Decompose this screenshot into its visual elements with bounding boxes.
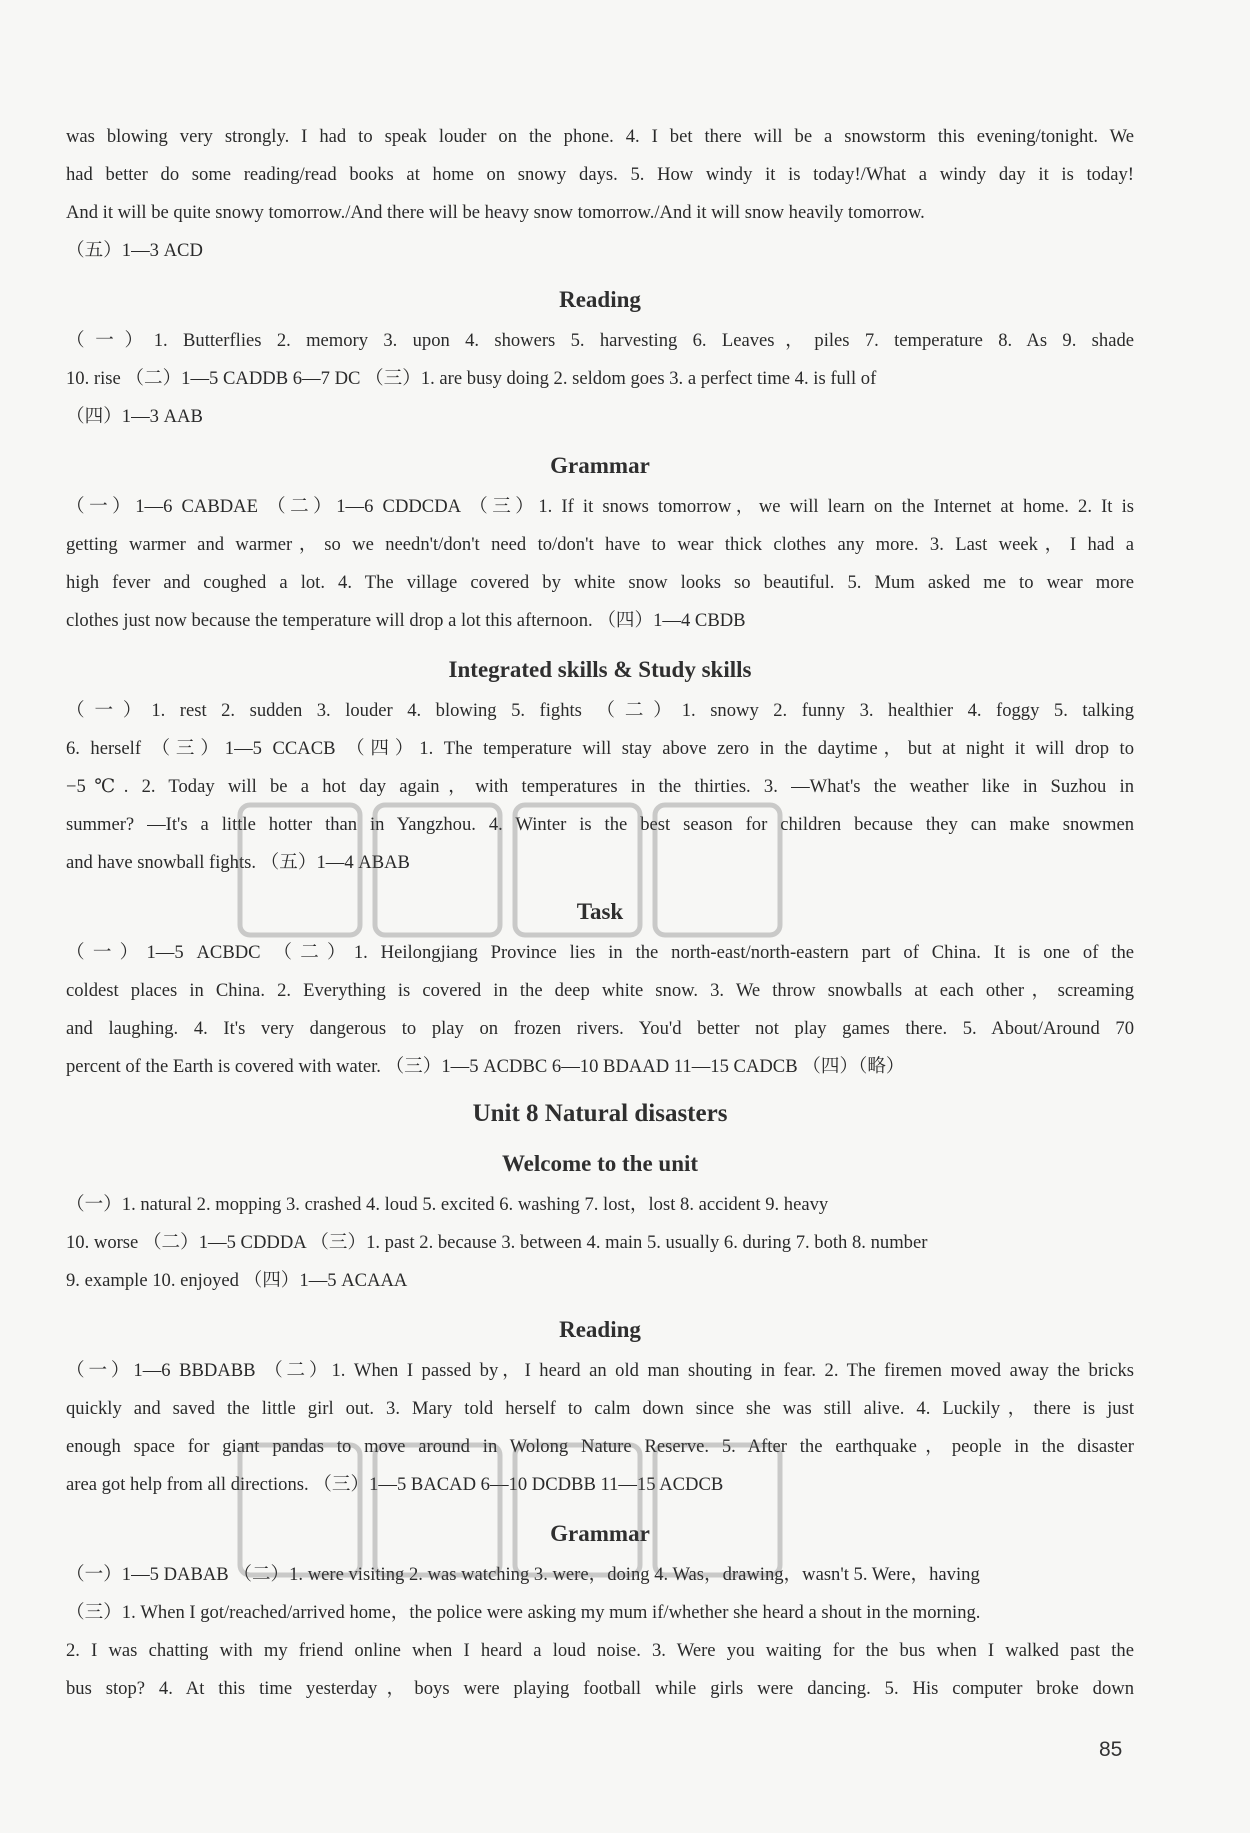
- text-line: enough space for giant pandas to move around in Wolong Nature Reserve. 5. After the earthquake，people in the disaster: [66, 1436, 1134, 1457]
- section-heading-integrated-skills: Integrated skills & Study skills: [448, 657, 752, 682]
- text-line: −5℃. 2. Today will be a hot day again，with temperatures in the thirties. 3. —What's the weather like in Suzhou in: [66, 776, 1134, 797]
- text-line: quickly and saved the little girl out. 3. Mary told herself to calm down since she was still alive. 4. Luckily，there is just: [66, 1398, 1134, 1419]
- text-line: bus stop? 4. At this time yesterday，boys were playing football while girls were dancing. 5. His computer broke down: [66, 1678, 1134, 1699]
- text-line: getting warmer and warmer，so we needn't/don't need to/don't have to wear thick clothes any more. 3. Last week，I had a: [66, 534, 1134, 555]
- text-line: （一）1. Butterflies 2. memory 3. upon 4. showers 5. harvesting 6. Leaves，piles 7. temperature 8. As 9. shade: [66, 330, 1134, 351]
- text-line: （一）1—6 CABDAE （二）1—6 CDDCDA （三）1. If it snows tomorrow，we will learn on the Internet at home. 2. It is: [66, 496, 1134, 517]
- text-line: summer? —It's a little hotter than in Yangzhou. 4. Winter is the best season for children because they can make snowmen: [66, 814, 1134, 835]
- text-line: was blowing very strongly. I had to speak louder on the phone. 4. I bet there will be a snowstorm this evening/tonight. We: [66, 126, 1134, 147]
- text-line: 9. example 10. enjoyed （四）1—5 ACAAA: [66, 1270, 408, 1291]
- text-line: And it will be quite snowy tomorrow./And there will be heavy snow tomorrow./And it will snow heavily tomorrow.: [66, 202, 925, 223]
- text-line: （一）1. rest 2. sudden 3. louder 4. blowing 5. fights （二）1. snowy 2. funny 3. healthier 4. foggy 5. talking: [66, 700, 1134, 721]
- text-line: （四）1—3 AAB: [66, 406, 203, 427]
- text-line: 2. I was chatting with my friend online when I heard a loud noise. 3. Were you waiting for the bus when I walked past the: [66, 1640, 1134, 1661]
- section-heading-grammar: Grammar: [550, 1521, 650, 1546]
- section-heading-reading: Reading: [559, 287, 641, 312]
- page-number: 85: [1099, 1738, 1123, 1761]
- section-heading-task: Task: [576, 899, 624, 924]
- text-line: clothes just now because the temperature will drop a lot this afternoon. （四）1—4 CBDB: [66, 610, 746, 631]
- text-line: （一）1. natural 2. mopping 3. crashed 4. loud 5. excited 6. washing 7. lost，lost 8. accident 9. heavy: [66, 1194, 829, 1215]
- section-heading-welcome: Welcome to the unit: [501, 1151, 699, 1176]
- section-heading-reading: Reading: [559, 1317, 641, 1342]
- text-line: （一）1—5 ACBDC （二）1. Heilongjiang Province lies in the north-east/north-eastern part of China. It is one of the: [66, 942, 1134, 963]
- text-line: （五）1—3 ACD: [66, 240, 203, 261]
- text-line: area got help from all directions. （三）1—5 BACAD 6—10 DCDBB 11—15 ACDCB: [66, 1474, 724, 1495]
- text-line: percent of the Earth is covered with water. （三）1—5 ACDBC 6—10 BDAAD 11—15 CADCB （四）（略）: [66, 1056, 905, 1077]
- answer-page: [66, 118, 1134, 1708]
- text-line: 6. herself （三）1—5 CCACB （四）1. The temperature will stay above zero in the daytime，but at night it will drop to: [66, 738, 1134, 759]
- text-line: high fever and coughed a lot. 4. The village covered by white snow looks so beautiful. 5. Mum asked me to wear more: [66, 572, 1134, 593]
- text-line: （一）1—6 BBDABB （二）1. When I passed by，I heard an old man shouting in fear. 2. The firemen moved away the bricks: [66, 1360, 1134, 1381]
- section-heading-grammar: Grammar: [550, 453, 650, 478]
- text-line: and have snowball fights. （五）1—4 ABAB: [66, 852, 410, 873]
- text-line: had better do some reading/read books at home on snowy days. 5. How windy it is today!/What a windy day it is today!: [66, 164, 1134, 185]
- text-line: （三）1. When I got/reached/arrived home，the police were asking my mum if/whether she heard a shout in the morning.: [66, 1602, 981, 1623]
- text-line: and laughing. 4. It's very dangerous to play on frozen rivers. You'd better not play games there. 5. About/Around 70: [66, 1018, 1134, 1039]
- text-line: （一）1—5 DABAB （二）1. were visiting 2. was watching 3. were，doing 4. Was，drawing，wasn't 5. Were，having: [66, 1564, 980, 1585]
- unit-title: Unit 8 Natural disasters: [472, 1100, 728, 1127]
- text-line: 10. worse （二）1—5 CDDDA （三）1. past 2. because 3. between 4. main 5. usually 6. during 7. both 8. number: [66, 1232, 928, 1253]
- text-line: 10. rise （二）1—5 CADDB 6—7 DC （三）1. are busy doing 2. seldom goes 3. a perfect time 4. is full of: [66, 368, 877, 389]
- text-line: coldest places in China. 2. Everything is covered in the deep white snow. 3. We throw snowballs at each other，screaming: [66, 980, 1134, 1001]
